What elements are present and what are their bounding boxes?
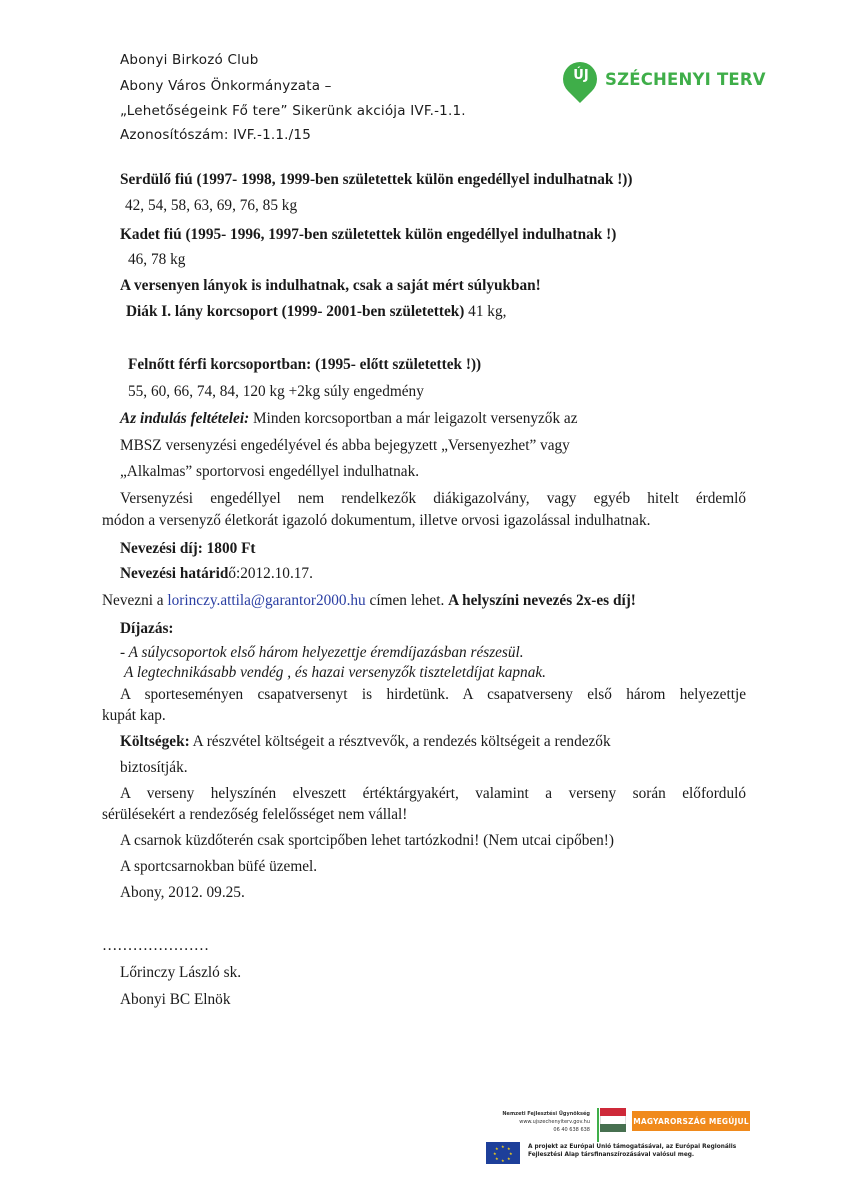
diak-line [126, 303, 506, 321]
signatory-name: Lőrinczy László sk. [120, 964, 242, 981]
team-line-1: A sporteseményen csapatversenyt is hirdetünk. A csapatverseny első három helyezettje [120, 686, 746, 703]
license-line-1: Versenyzési engedéllyel nem rendelkezők diákigazolvány, vagy egyéb hitelt érdemlő [120, 490, 746, 507]
shoes-rule: A csarnok küzdőterén csak sportcipőben lehet tartózkodni! (Nem utcai cipőben!) [120, 832, 614, 849]
agency-phone: 06 40 638 638 [553, 1127, 590, 1133]
entry-fee: Nevezési díj: 1800 Ft [120, 540, 256, 557]
szechenyi-terv-logo [563, 62, 766, 112]
diak-title: Diák I. lány korcsoport (1999- 2001-ben születettek) [126, 303, 465, 320]
header-program: „Lehetőségeink Fő tere” Sikerünk akciója IVF.-1.1. [120, 103, 466, 119]
eu-flag-icon: ★ ★ ★ ★ ★ ★ ★ ★ [486, 1142, 520, 1164]
logo-badge-text: ÚJ [573, 68, 589, 83]
conditions-line-2: MBSZ versenyzési engedélyével és abba bejegyzett „Versenyezhet” vagy [120, 437, 570, 454]
conditions-text-1: Minden korcsoportban a már leigazolt versenyzők az [249, 410, 578, 427]
kadet-title: Kadet fiú (1995- 1996, 1997-ben születettek külön engedéllyel indulhatnak !) [120, 226, 617, 243]
serdulo-title: Serdülő fiú (1997- 1998, 1999-ben születettek külön engedéllyel indulhatnak !)) [120, 171, 633, 188]
prizes-label: Díjazás: [120, 620, 174, 637]
team-line-2: kupát kap. [102, 707, 166, 724]
diak-weight: 41 kg, [464, 303, 507, 320]
costs-text-1: A részvétel költségeit a résztvevők, a rendezés költségeit a rendezők [189, 733, 611, 750]
signatory-role: Abonyi BC Elnök [120, 991, 231, 1008]
conditions-line-3: „Alkalmas” sportorvosi engedéllyel indulhatnak. [120, 463, 420, 480]
agency-name: Nemzeti Fejlesztési Ügynökség [502, 1111, 590, 1117]
header-id-number: Azonosítószám: IVF.-1.1./15 [120, 127, 311, 143]
footer-divider [597, 1108, 599, 1142]
costs-label: Költségek: [120, 733, 190, 750]
liability-line-1: A verseny helyszínén elveszett értéktárgyakért, valamint a verseny során előforduló [120, 785, 746, 802]
buffet-note: A sportcsarnokban büfé üzemel. [120, 858, 318, 875]
entry-line [102, 592, 636, 610]
eu-note-line-2: Fejlesztési Alap társfinanszírozásával valósul meg. [528, 1152, 695, 1158]
liability-line-2: sérülésekért a rendezőség felelősséget nem vállal! [102, 806, 408, 823]
felnott-title: Felnőtt férfi korcsoportban: (1995- előtt születettek !)) [128, 356, 482, 373]
felnott-weights: 55, 60, 66, 74, 84, 120 kg +2kg súly engedmény [128, 383, 424, 400]
prize-line-2: A legtechnikásabb vendég , és hazai versenyzők tiszteletdíjat kapnak. [124, 664, 546, 681]
entry-prefix: Nevezni a [102, 592, 168, 609]
deadline-label: Nevezési határid [120, 565, 229, 582]
serdulo-weights: 42, 54, 58, 63, 69, 76, 85 kg [125, 197, 298, 214]
conditions-line-1 [120, 410, 578, 428]
costs-line-2: biztosítják. [120, 759, 188, 776]
entry-email-link[interactable]: lorinczy.attila@garantor2000.hu [167, 592, 366, 609]
eu-funding-note [528, 1143, 736, 1159]
agency-url: www.ujszechenyiterv.gov.hu [519, 1119, 590, 1125]
kadet-weights: 46, 78 kg [128, 251, 186, 268]
eu-note-line-1: A projekt az Európai Unió támogatásával, az Európai Regionális [528, 1144, 737, 1150]
signature-line: ………………… [102, 937, 210, 954]
conditions-label: Az indulás feltételei: [120, 410, 250, 427]
deadline-o: ő [228, 565, 236, 582]
entry-onsite-note: A helyszíni nevezés 2x-es díj! [448, 592, 636, 609]
prize-line-1: - A súlycsoportok első három helyezettje éremdíjazásban részesül. [120, 644, 524, 661]
magyarorszag-megujul-badge: MAGYARORSZÁG MEGÚJUL [632, 1111, 750, 1131]
hungarian-flag-icon [600, 1108, 626, 1132]
deadline-line [120, 565, 313, 583]
header-municipality: Abony Város Önkormányzata – [120, 78, 332, 94]
entry-middle: címen lehet. [365, 592, 449, 609]
date-place: Abony, 2012. 09.25. [120, 884, 245, 901]
deadline-value: :2012.10.17. [235, 565, 313, 582]
header-club-name: Abonyi Birkozó Club [120, 52, 259, 68]
girls-note: A versenyen lányok is indulhatnak, csak a saját mért súlyukban! [120, 277, 541, 294]
license-line-2: módon a versenyző életkorát igazoló dokumentum, illetve orvosi igazolással indulhatnak. [102, 512, 651, 529]
logo-wordmark: SZÉCHENYI TERV [605, 70, 766, 89]
costs-line-1 [120, 733, 611, 751]
